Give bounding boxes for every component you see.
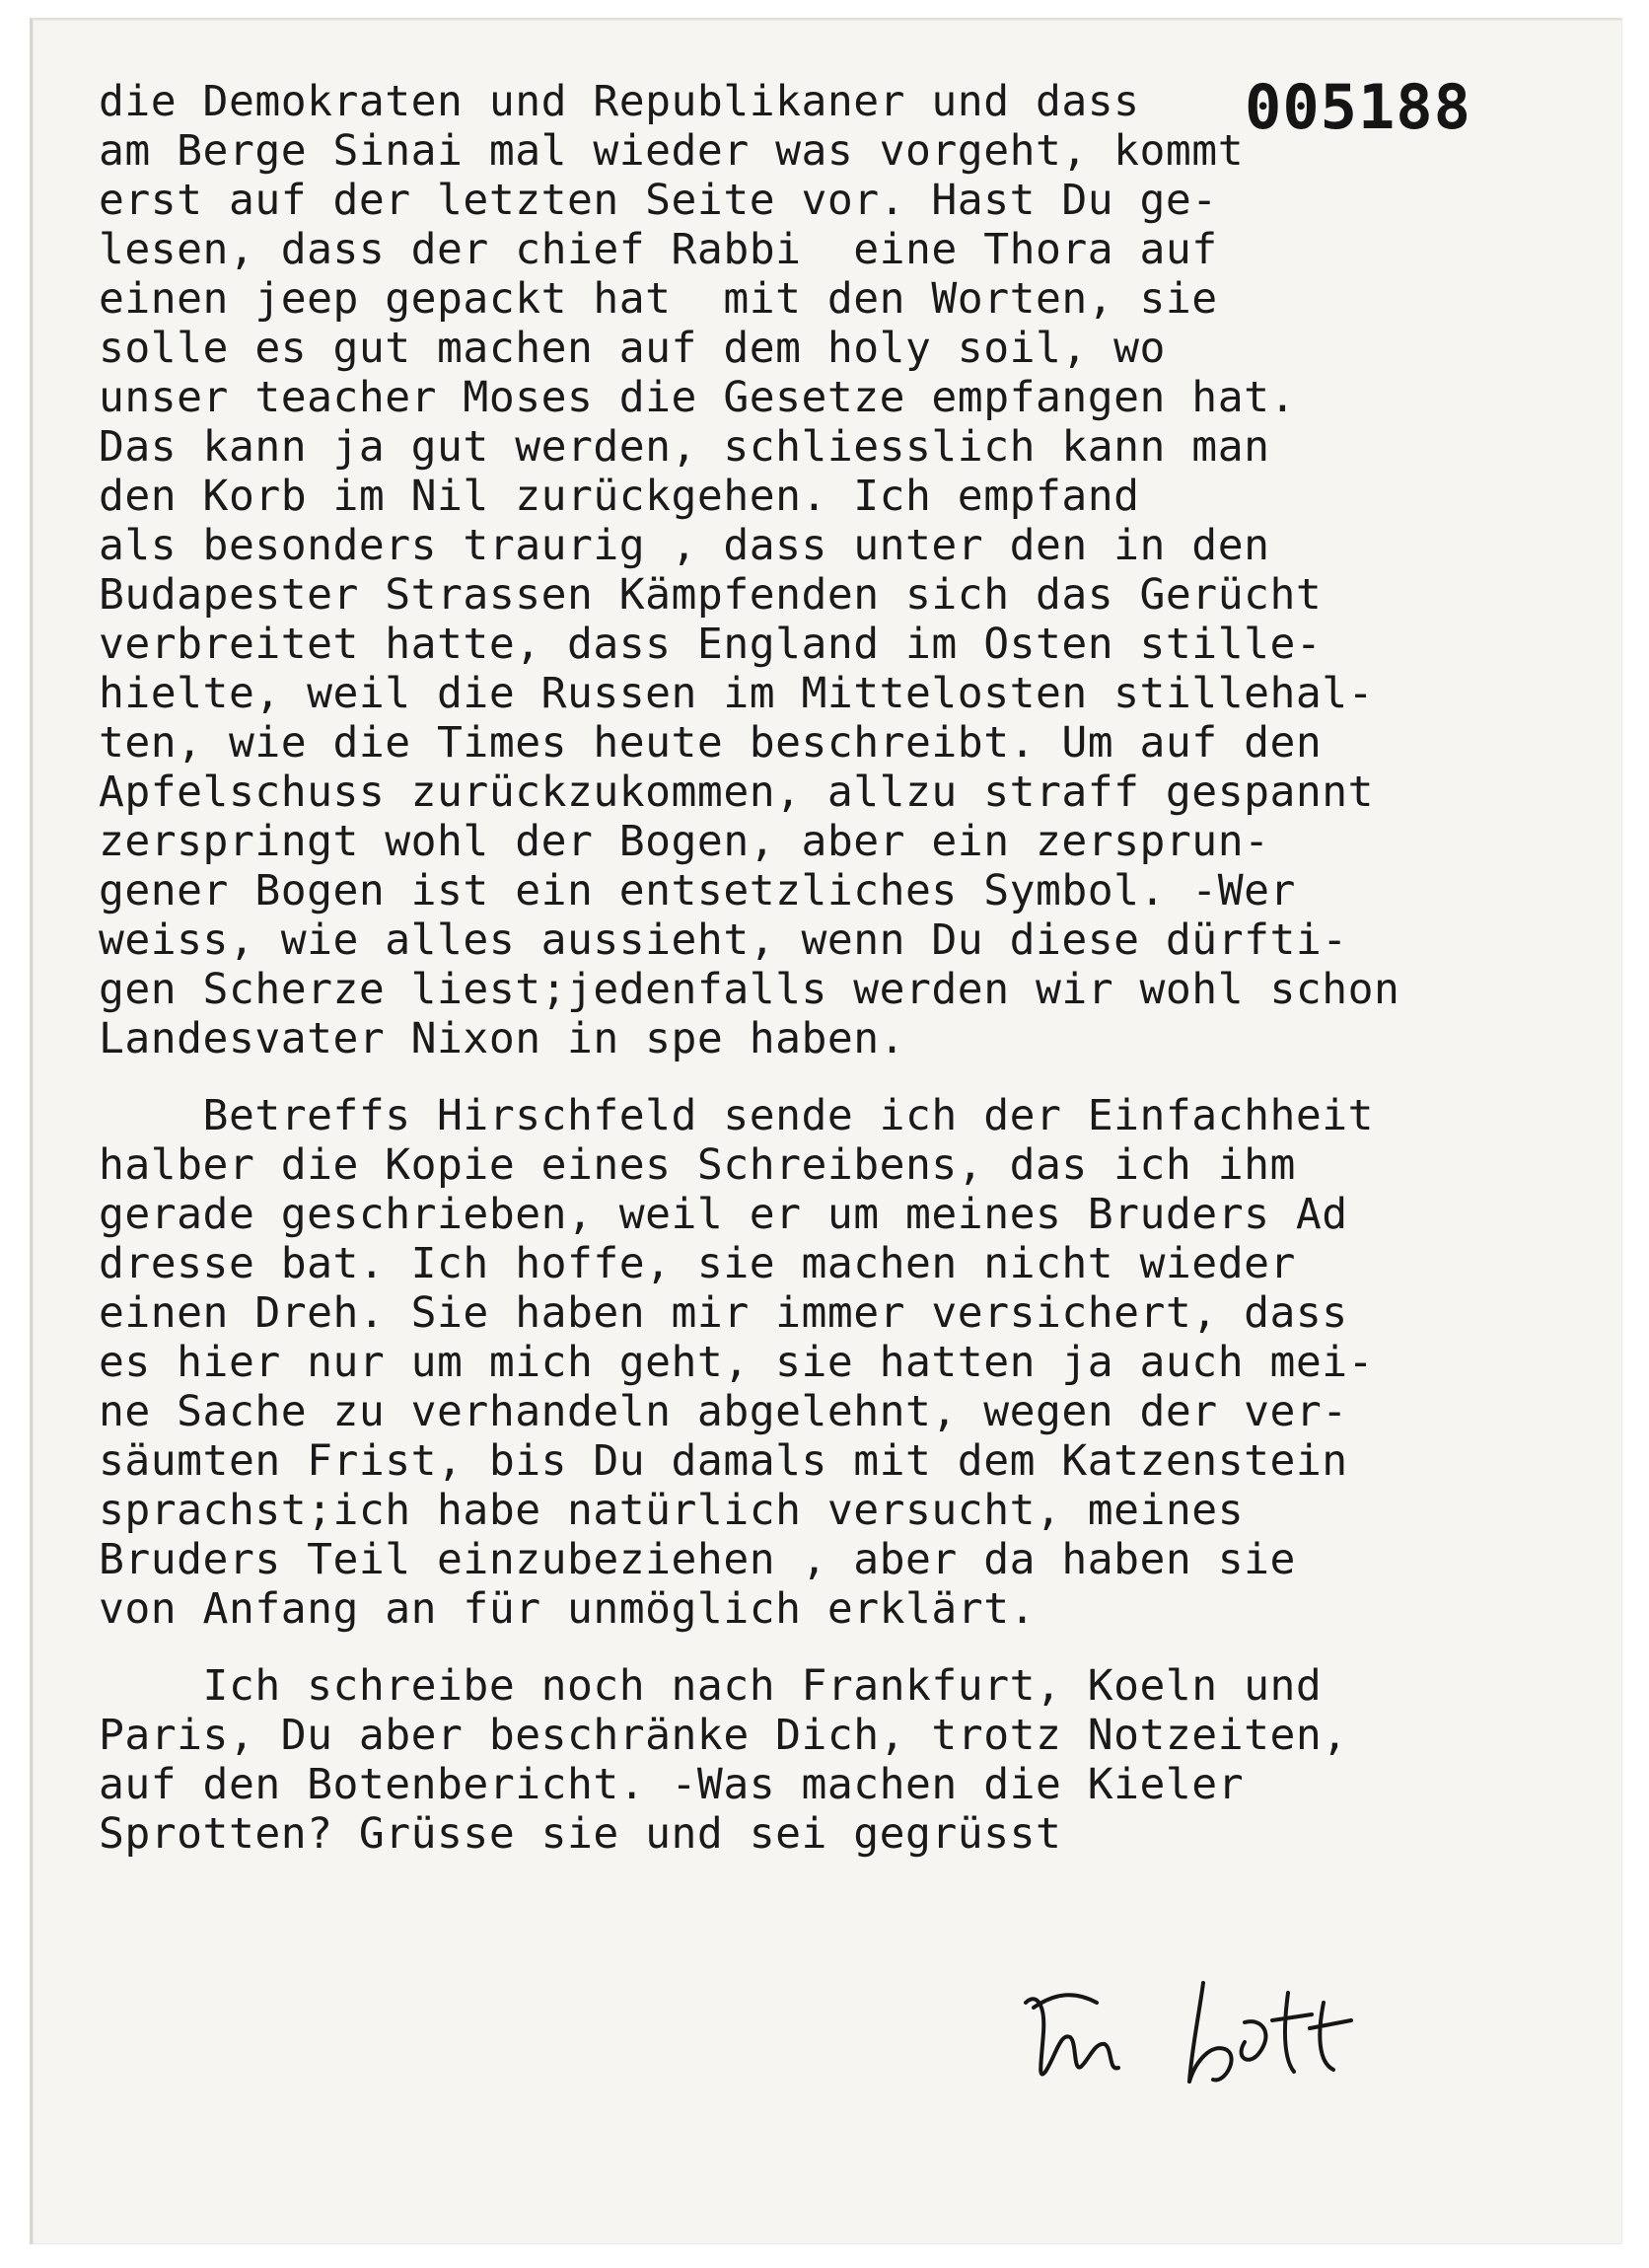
text-line: einen Dreh. Sie haben mir immer versichert, dass <box>99 1288 1348 1338</box>
text-line: Apfelschuss zurückzukommen, allzu straff gespannt <box>99 768 1375 817</box>
text-line: die Demokraten und Republikaner und dass <box>99 77 1140 126</box>
text-line: säumten Frist, bis Du damals mit dem Katzenstein <box>99 1436 1348 1486</box>
text-line: Paris, Du aber beschränke Dich, trotz Notzeiten, <box>99 1711 1348 1760</box>
text-line: ten, wie die Times heute beschreibt. Um auf den <box>99 718 1323 768</box>
text-line: ne Sache zu verhandeln abgelehnt, wegen der ver- <box>99 1387 1348 1436</box>
text-line: den Korb im Nil zurückgehen. Ich empfand <box>99 472 1140 521</box>
text-line: Das kann ja gut werden, schliesslich kann man <box>99 422 1270 472</box>
text-line: Budapester Strassen Kämpfenden sich das Gerücht <box>99 570 1323 620</box>
paragraph-gap <box>99 1063 1598 1091</box>
text-line: hielte, weil die Russen im Mittelosten stillehal- <box>99 669 1375 718</box>
text-line: zerspringt wohl der Bogen, aber ein zersprun- <box>99 817 1270 866</box>
text-line: Sprotten? Grüsse sie und sei gegrüsst <box>99 1809 1062 1859</box>
document-number: 005188 <box>1245 71 1471 143</box>
letter-body <box>99 77 1598 1859</box>
text-line: von Anfang an für unmöglich erklärt. <box>99 1584 1036 1634</box>
text-line: gener Bogen ist ein entsetzliches Symbol. -Wer <box>99 866 1296 915</box>
paragraph-gap <box>99 1634 1598 1661</box>
text-line: Landesvater Nixon in spe haben. <box>99 1014 906 1063</box>
text-line: lesen, dass der chief Rabbi eine Thora auf <box>99 225 1218 274</box>
text-line: Ich schreibe noch nach Frankfurt, Koeln und <box>99 1661 1323 1711</box>
text-line: gen Scherze liest;jedenfalls werden wir wohl schon <box>99 965 1400 1014</box>
text-line: unser teacher Moses die Gesetze empfangen hat. <box>99 373 1296 422</box>
text-line: am Berge Sinai mal wieder was vorgeht, kommt <box>99 126 1245 176</box>
text-line: verbreitet hatte, dass England im Osten stille- <box>99 620 1323 669</box>
text-line: einen jeep gepackt hat mit den Worten, sie <box>99 274 1218 324</box>
text-line: solle es gut machen auf dem holy soil, wo <box>99 324 1166 373</box>
text-line: halber die Kopie eines Schreibens, das ich ihm <box>99 1140 1296 1190</box>
text-line: auf den Botenbericht. -Was machen die Kieler <box>99 1760 1245 1809</box>
text-line: als besonders traurig , dass unter den in den <box>99 521 1270 570</box>
text-line: weiss, wie alles aussieht, wenn Du diese dürfti- <box>99 915 1348 965</box>
text-line: es hier nur um mich geht, sie hatten ja auch mei- <box>99 1338 1375 1387</box>
text-line: gerade geschrieben, weil er um meines Bruders Ad <box>99 1190 1348 1239</box>
text-line: Betreffs Hirschfeld sende ich der Einfachheit <box>99 1091 1375 1140</box>
text-line: erst auf der letzten Seite vor. Hast Du ge- <box>99 176 1218 225</box>
text-line: Bruders Teil einzubeziehen , aber da haben sie <box>99 1535 1296 1584</box>
text-line: dresse bat. Ich hoffe, sie machen nicht wieder <box>99 1239 1296 1288</box>
text-line: sprachst;ich habe natürlich versucht, meines <box>99 1486 1245 1535</box>
handwritten-signature <box>1016 1963 1391 2111</box>
